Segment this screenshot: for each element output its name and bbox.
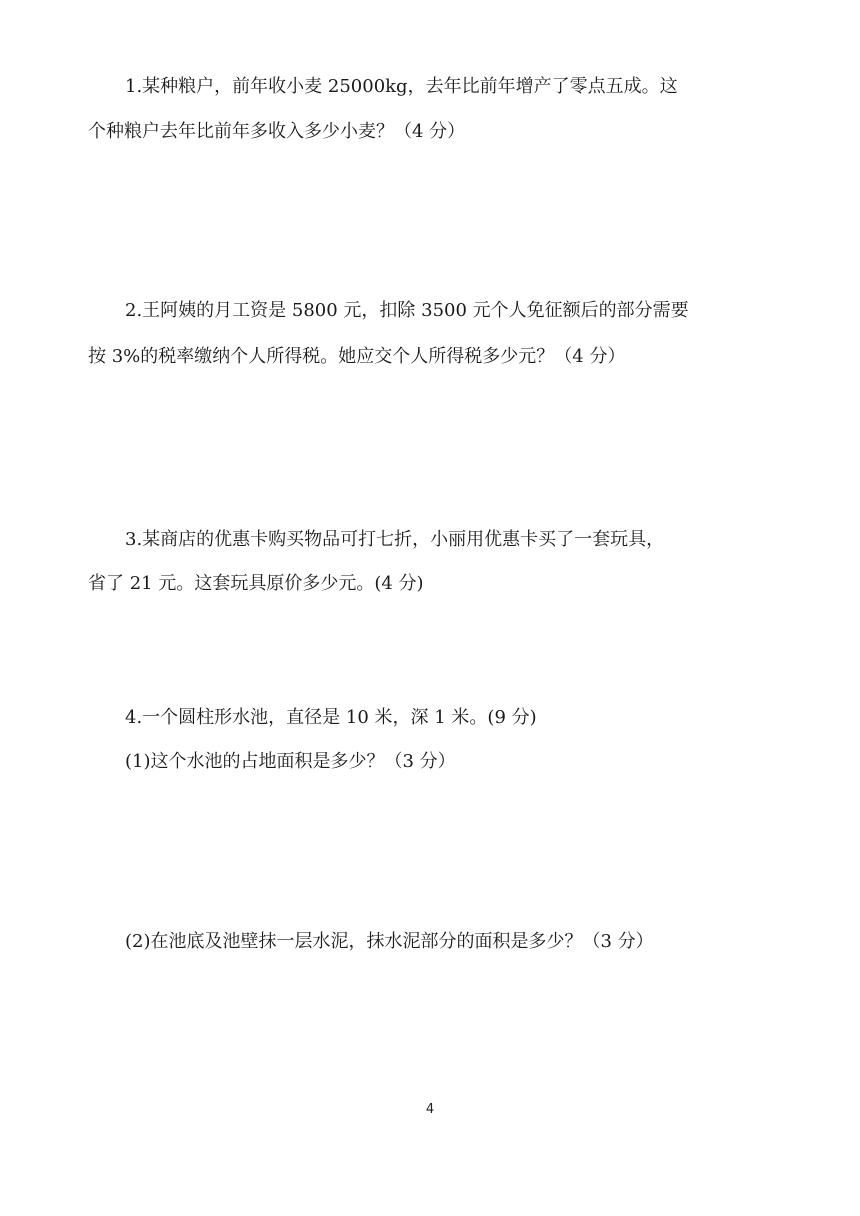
question-2-line-1: 2.王阿姨的月工资是 5800 元，扣除 3500 元个人免征额后的部分需要 [125, 300, 689, 321]
question-4-sub-1: (1)这个水池的占地面积是多少？（3 分） [125, 751, 456, 772]
question-1-line-1: 1.某种粮户，前年收小麦 25000kg，去年比前年增产了零点五成。这 [125, 76, 678, 97]
question-4-sub-2: (2)在池底及池壁抹一层水泥，抹水泥部分的面积是多少？（3 分） [125, 931, 654, 952]
question-1-line-2: 个种粮户去年比前年多收入多少小麦？（4 分） [88, 121, 466, 142]
question-4-line-1: 4.一个圆柱形水池，直径是 10 米，深 1 米。(9 分) [125, 707, 537, 728]
question-2-line-2: 按 3%的税率缴纳个人所得税。她应交个人所得税多少元？（4 分） [88, 346, 626, 367]
page-number: 4 [425, 1102, 435, 1117]
question-3-line-1: 3.某商店的优惠卡购买物品可打七折，小丽用优惠卡买了一套玩具， [125, 529, 665, 550]
question-3-line-2: 省了 21 元。这套玩具原价多少元。(4 分) [88, 573, 424, 594]
